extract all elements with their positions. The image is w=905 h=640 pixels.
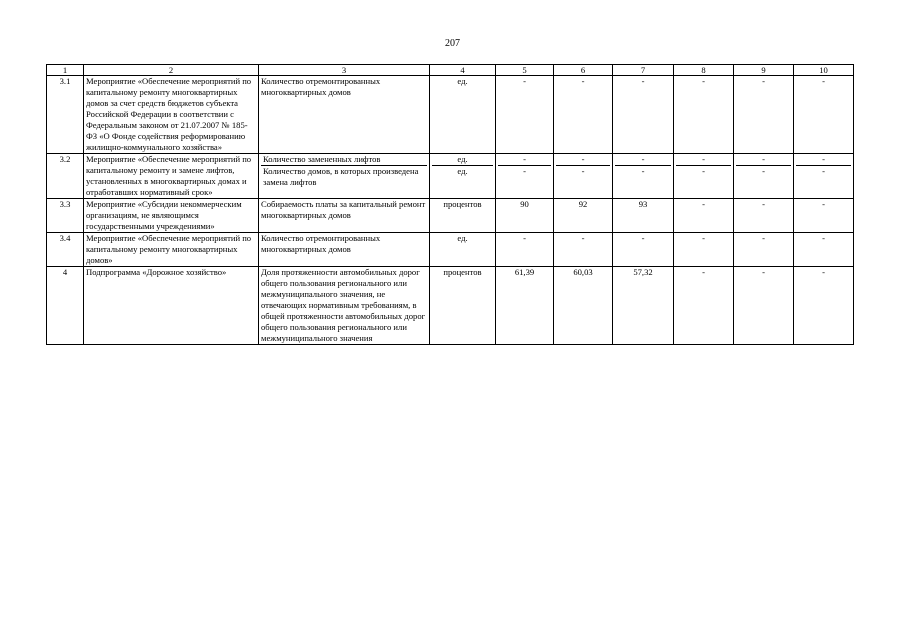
value-cell-group	[674, 154, 734, 199]
value-cell: -	[702, 154, 705, 164]
value-cell: -	[676, 165, 731, 177]
value-cell: -	[734, 76, 794, 154]
table-row	[47, 154, 854, 199]
value-cell: -	[498, 165, 551, 177]
value-cell: -	[736, 165, 791, 177]
value-cell: 93	[613, 199, 674, 233]
col-header: 7	[613, 65, 674, 76]
unit-group	[430, 154, 496, 199]
col-header: 1	[47, 65, 84, 76]
value-cell: -	[674, 199, 734, 233]
col-header: 2	[84, 65, 259, 76]
header-row	[47, 65, 854, 76]
row-number: 3.4	[47, 233, 84, 267]
col-header: 6	[554, 65, 613, 76]
value-cell: -	[523, 154, 526, 164]
value-cell: -	[581, 154, 585, 164]
indicators-table	[46, 64, 854, 345]
indicator-name: Доля протяженности автомобильных дорог общего пользования регионального или межмуниципального значения, не отвечающих нормативным требованиям, в общей протяженности автомобильных дорог общего пользования регионального или межмуниципального значения	[259, 267, 430, 345]
value-cell: -	[613, 233, 674, 267]
table-row	[47, 267, 854, 345]
value-cell: -	[794, 267, 854, 345]
page-number: 207	[445, 38, 460, 49]
unit: процентов	[430, 199, 496, 233]
col-header: 3	[259, 65, 430, 76]
table-row	[47, 76, 854, 154]
value-cell: -	[734, 233, 794, 267]
value-cell-group	[734, 154, 794, 199]
measure-name: Мероприятие «Обеспечение мероприятий по капитальному ремонту многоквартирных домов»	[84, 233, 259, 267]
indicator-name: Собираемость платы за капитальный ремонт многоквартирных домов	[259, 199, 430, 233]
measure-name: Мероприятие «Обеспечение мероприятий по капитальному ремонту многоквартирных домов за счет средств бюджетов субъекта Российской Федерации в соответствии с Федеральным законом от 21.07.2007 № 185-ФЗ «О Фонде содействия реформированию жилищно-коммунального хозяйства»	[84, 76, 259, 154]
value-cell: 90	[496, 199, 554, 233]
unit: ед.	[457, 154, 468, 164]
value-cell: -	[496, 233, 554, 267]
value-cell: -	[762, 154, 765, 164]
value-cell: -	[615, 165, 671, 177]
value-cell: -	[641, 154, 645, 164]
unit: процентов	[430, 267, 496, 345]
table-row	[47, 233, 854, 267]
measure-name: Мероприятие «Обеспечение мероприятий по капитальному ремонту и замене лифтов, установленных в многоквартирных домах и отработавших нормативный срок»	[84, 154, 259, 199]
value-cell-group	[554, 154, 613, 199]
value-cell: -	[822, 154, 825, 164]
col-header: 5	[496, 65, 554, 76]
value-cell: -	[794, 76, 854, 154]
value-cell: -	[796, 165, 851, 177]
row-number: 3.1	[47, 76, 84, 154]
measure-name: Мероприятие «Субсидии некоммерческим организациям, не являющимся государственными учреждениями»	[84, 199, 259, 233]
value-cell: 61,39	[496, 267, 554, 345]
value-cell-group	[613, 154, 674, 199]
col-header: 10	[794, 65, 854, 76]
value-cell: -	[674, 76, 734, 154]
col-header: 4	[430, 65, 496, 76]
value-cell: 57,32	[613, 267, 674, 345]
row-number: 4	[47, 267, 84, 345]
indicator-name: Количество отремонтированных многоквартирных домов	[259, 76, 430, 154]
value-cell: -	[734, 199, 794, 233]
value-cell: 92	[554, 199, 613, 233]
value-cell: -	[794, 199, 854, 233]
value-cell: -	[554, 233, 613, 267]
value-cell: -	[496, 76, 554, 154]
value-cell: -	[613, 76, 674, 154]
unit: ед.	[432, 165, 493, 177]
value-cell-group	[496, 154, 554, 199]
indicator-name: Количество отремонтированных многоквартирных домов	[259, 233, 430, 267]
indicator-name: Количество замененных лифтов	[263, 154, 381, 164]
row-number: 3.2	[47, 154, 84, 199]
unit: ед.	[430, 233, 496, 267]
indicator-name: Количество домов, в которых произведена замена лифтов	[261, 165, 427, 188]
value-cell: -	[674, 267, 734, 345]
value-cell: -	[554, 76, 613, 154]
col-header: 8	[674, 65, 734, 76]
col-header: 9	[734, 65, 794, 76]
value-cell: 60,03	[554, 267, 613, 345]
value-cell-group	[794, 154, 854, 199]
value-cell: -	[556, 165, 610, 177]
value-cell: -	[734, 267, 794, 345]
unit: ед.	[430, 76, 496, 154]
row-number: 3.3	[47, 199, 84, 233]
value-cell: -	[794, 233, 854, 267]
indicator-name-group	[259, 154, 430, 199]
table-row	[47, 199, 854, 233]
measure-name: Подпрограмма «Дорожное хозяйство»	[84, 267, 259, 345]
value-cell: -	[674, 233, 734, 267]
